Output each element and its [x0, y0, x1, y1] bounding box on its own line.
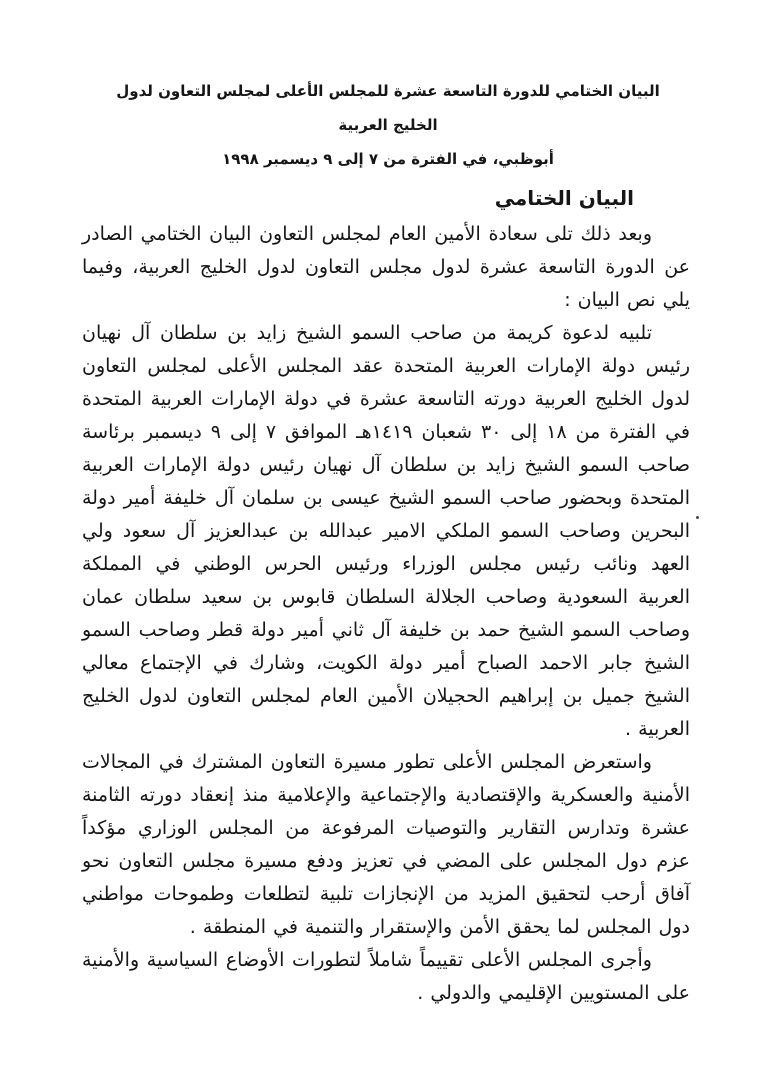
paragraph-cooperation-review: واستعرض المجلس الأعلى تطور مسيرة التعاون المشترك في المجالات الأمنية والعسكرية والإقتصادية والإجتماعية والإعلامية منذ إنعقاد دورته الثامنة عشرة وتدارس التقارير والتوصيات المرفوعة من المجلس الوزاري مؤكداً عزم دول المجلس على المضي في تعزيز ودفع مسيرة مجلس التعاون نحو آفاق أرحب لتحقيق المزيد من الإنجازات تلبية لتطلعات وطموحات مواطني دول المجلس لما يحقق الأمن والإستقرار والتنمية في المنطقة . [82, 751, 690, 938]
paragraph-session-attendees: تلبيه لدعوة كريمة من صاحب السمو الشيخ زايد بن سلطان آل نهيان رئيس دولة الإمارات العربية المتحدة عقد المجلس الأعلى لمجلس التعاون لدول الخليج العربية دورته التاسعة عشرة في دولة الإمارات العربية المتحدة في الفترة من ١٨ إلى ٣٠ شعبان ١٤١٩هـ الموافق ٧ إلى ٩ ديسمبر برئاسة صاحب السمو الشيخ زايد بن سلطان آل نهيان رئيس دولة الإمارات العربية المتحدة وبحضور صاحب السمو الشيخ عيسى بن سلمان آل خليفة أمير دولة البحرين وصاحب السمو الملكي الامير عبدالله بن عبدالعزيز آل سعود ولي العهد ونائب رئيس مجلس الوزراء ورئيس الحرس الوطني في المملكة العربية السعودية وصاحب الجلالة السلطان قابوس بن سعيد سلطان عمان وصاحب السمو الشيخ حمد بن خليفة آل ثاني أمير دولة قطر وصاحب السمو الشيخ جابر الاحمد الصباح أمير دولة الكويت، وشارك في الإجتماع معالي الشيخ جميل بن إبراهيم الحجيلان الأمين العام لمجلس التعاون لدول الخليج العربية . [82, 322, 691, 740]
scan-artifact-dot [696, 516, 699, 519]
section-heading: البيان الختامي [494, 186, 634, 210]
document-title-line1: البيان الختامي للدورة التاسعة عشرة للمجلس الأعلى لمجلس التعاون لدول الخليج العربية [116, 82, 660, 134]
paragraph-intro: وبعد ذلك تلى سعادة الأمين العام لمجلس التعاون البيان الختامي الصادر عن الدورة التاسعة عشرة لدول مجلس التعاون لدول الخليج العربية، وفيما يلي نص البيان : [82, 223, 690, 311]
paragraph-political-assessment: وأجرى المجلس الأعلى تقييماً شاملاً لتطورات الأوضاع السياسية والأمنية على المستويين الإقليمي والدولي . [82, 949, 690, 1004]
document-title-line2: أبوظبي، في الفترة من ٧ إلى ٩ ديسمبر ١٩٩٨ [222, 150, 554, 168]
document-header [0, 74, 776, 176]
document-body [82, 183, 690, 1010]
